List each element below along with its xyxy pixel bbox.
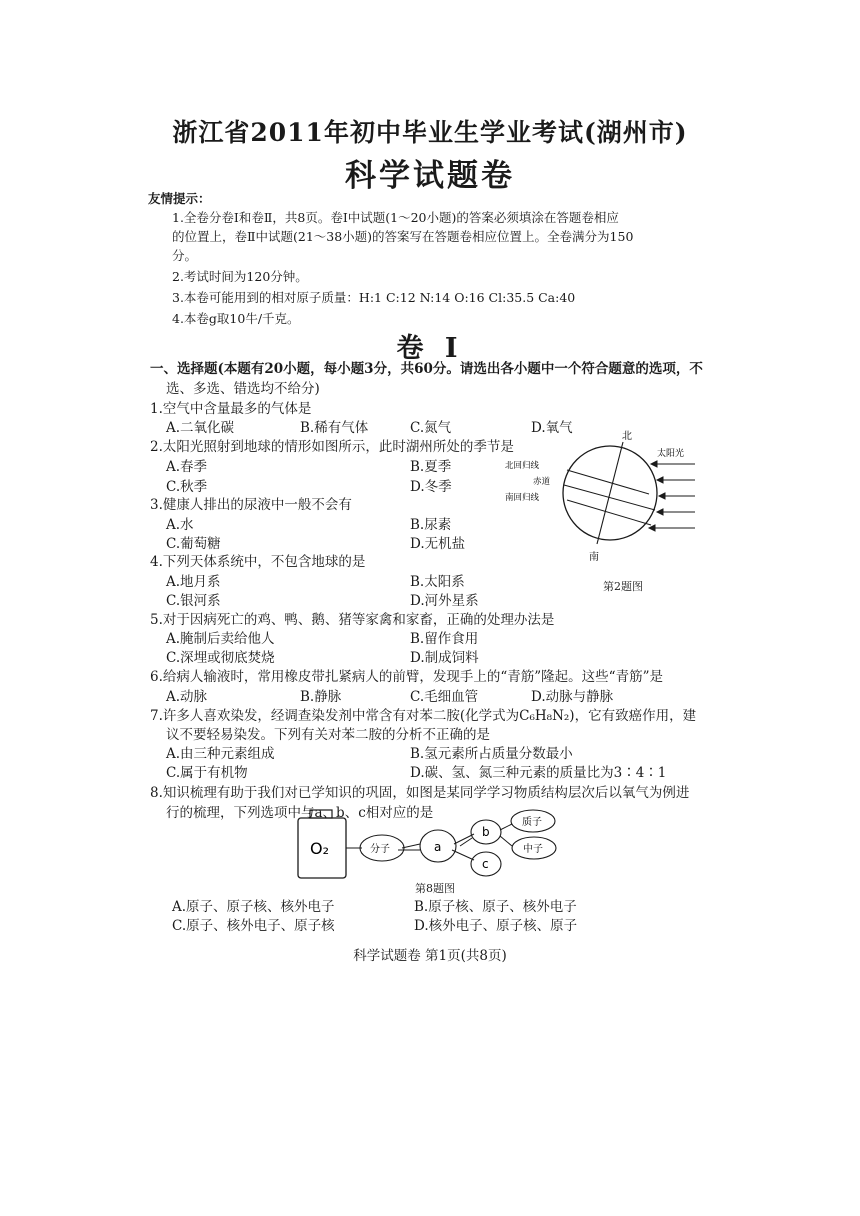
q7-option-c: C.属于有机物	[166, 765, 248, 781]
fig8-bottle-label: O₂	[310, 839, 330, 858]
q6-option-c: C.毛细血管	[410, 689, 479, 705]
volume-heading: 卷 Ⅰ	[396, 333, 464, 364]
tropic-north-line	[567, 470, 649, 494]
q6-option-d: D.动脉与静脉	[531, 689, 614, 705]
q6-stem: 6.给病人输液时，常用橡皮带扎紧病人的前臂，发现手上的“青筋”隆起。这些“青筋”是	[150, 669, 663, 685]
tropic-south-line	[567, 500, 651, 525]
tips-line-4: 2.考试时间为120分钟。	[172, 269, 308, 284]
equator-line	[564, 485, 655, 510]
q7-option-d: D.碳、氢、氮三种元素的质量比为3∶4∶1	[410, 765, 667, 781]
fig2-equator-label: 赤道	[533, 477, 551, 487]
fig2-sunlight-label: 太阳光	[657, 449, 685, 459]
q3-stem: 3.健康人排出的尿液中一般不会有	[150, 497, 352, 513]
fig8-molecule-label: 分子	[370, 844, 390, 855]
fig8-neutron-label: 中子	[523, 844, 543, 855]
fig8-b-label: b	[482, 825, 490, 839]
q1-option-a: A.二氧化碳	[166, 420, 235, 436]
tips-line-2: 的位置上，卷Ⅱ中试题(21～38小题)的答案写在答题卷相应位置上。全卷满分为150	[172, 229, 634, 244]
fig2-north-label: 北	[622, 431, 632, 442]
q2-option-d: D.冬季	[410, 479, 452, 495]
fig8-caption: 第8题图	[415, 882, 455, 895]
section-heading-line-2: 选、多选、错选均不给分)	[166, 381, 320, 397]
q4-option-b: B.太阳系	[410, 574, 465, 590]
exam-title: 浙江省2011年初中毕业生学业考试(湖州市)	[172, 118, 688, 147]
sunlight-arrows	[649, 461, 695, 531]
q4-option-a: A.地月系	[166, 574, 221, 590]
q4-option-d: D.河外星系	[410, 593, 479, 609]
q8-option-b: B.原子核、原子、核外电子	[414, 899, 577, 915]
figure-8-structure-diagram	[290, 808, 580, 884]
q6-option-b: B.静脉	[300, 689, 342, 705]
fig8-c-label: c	[482, 857, 489, 871]
q7-stem-line-1: 7.许多人喜欢染发，经调查染发剂中常含有对苯二胺(化学式为C₆H₈N₂)，它有致癌作用，建	[150, 708, 697, 724]
q5-option-d: D.制成饲料	[410, 650, 479, 666]
q2-option-a: A.春季	[166, 459, 208, 475]
q5-option-a: A.腌制后卖给他人	[166, 631, 275, 647]
q8-stem-line-2: 行的梳理，下列选项中与a、b、c相对应的是	[166, 805, 434, 821]
q8-option-d: D.核外电子、原子核、原子	[414, 918, 578, 934]
fig2-tropic-south-label: 南回归线	[505, 493, 540, 503]
tips-heading: 友情提示：	[148, 191, 211, 206]
q1-stem: 1.空气中含量最多的气体是	[150, 401, 312, 417]
q6-option-a: A.动脉	[166, 689, 208, 705]
q3-option-d: D.无机盐	[410, 536, 466, 552]
q5-option-c: C.深埋或彻底焚烧	[166, 650, 275, 666]
q3-option-c: C.葡萄糖	[166, 536, 221, 552]
fig8-a-label: a	[434, 840, 442, 854]
earth-axis	[597, 442, 623, 544]
q2-stem: 2.太阳光照射到地球的情形如图所示，此时湖州所处的季节是	[150, 439, 514, 455]
page-footer: 科学试题卷 第1页(共8页)	[353, 948, 507, 964]
q7-option-a: A.由三种元素组成	[166, 746, 275, 762]
q2-option-b: B.夏季	[410, 459, 452, 475]
q7-option-b: B.氢元素所占质量分数最小	[410, 746, 573, 762]
fig2-south-label: 南	[589, 552, 599, 563]
figure-2-earth-sunlight	[505, 428, 700, 568]
q3-option-b: B.尿素	[410, 517, 452, 533]
q4-stem: 4.下列天体系统中，不包含地球的是	[150, 554, 366, 570]
tips-line-5: 3.本卷可能用到的相对原子质量：H:1 C:12 N:14 O:16 Cl:35.5 Ca:40	[172, 290, 576, 305]
tips-line-6: 4.本卷g取10牛/千克。	[172, 311, 300, 326]
q7-stem-line-2: 议不要轻易染发。下列有关对苯二胺的分析不正确的是	[166, 727, 490, 743]
fig2-tropic-north-label: 北回归线	[505, 461, 540, 471]
q1-option-b: B.稀有气体	[300, 420, 369, 436]
exam-subtitle: 科学试题卷	[345, 158, 515, 194]
q2-option-c: C.秋季	[166, 479, 208, 495]
q1-option-c: C.氮气	[410, 420, 452, 436]
tips-line-3: 分。	[172, 248, 198, 263]
section-heading-line-1: 一、选择题(本题有20小题，每小题3分，共60分。请选出各小题中一个符合题意的选项，不	[150, 361, 703, 377]
fig8-proton-label: 质子	[522, 817, 542, 828]
q3-option-a: A.水	[166, 517, 194, 533]
q8-option-c: C.原子、核外电子、原子核	[172, 918, 335, 934]
bottle-neck	[310, 810, 332, 818]
fig2-caption: 第2题图	[603, 580, 643, 593]
q5-option-b: B.留作食用	[410, 631, 479, 647]
q1-option-d: D.氧气	[531, 420, 573, 436]
q8-stem-line-1: 8.知识梳理有助于我们对已学知识的巩固，如图是某同学学习物质结构层次后以氧气为例进	[150, 785, 690, 801]
q4-option-c: C.银河系	[166, 593, 221, 609]
tips-line-1: 1.全卷分卷Ⅰ和卷Ⅱ，共8页。卷Ⅰ中试题(1～20小题)的答案必须填涂在答题卷相应	[172, 210, 619, 225]
q5-stem: 5.对于因病死亡的鸡、鸭、鹅、猪等家禽和家畜，正确的处理办法是	[150, 612, 555, 628]
q8-option-a: A.原子、原子核、核外电子	[172, 899, 335, 915]
